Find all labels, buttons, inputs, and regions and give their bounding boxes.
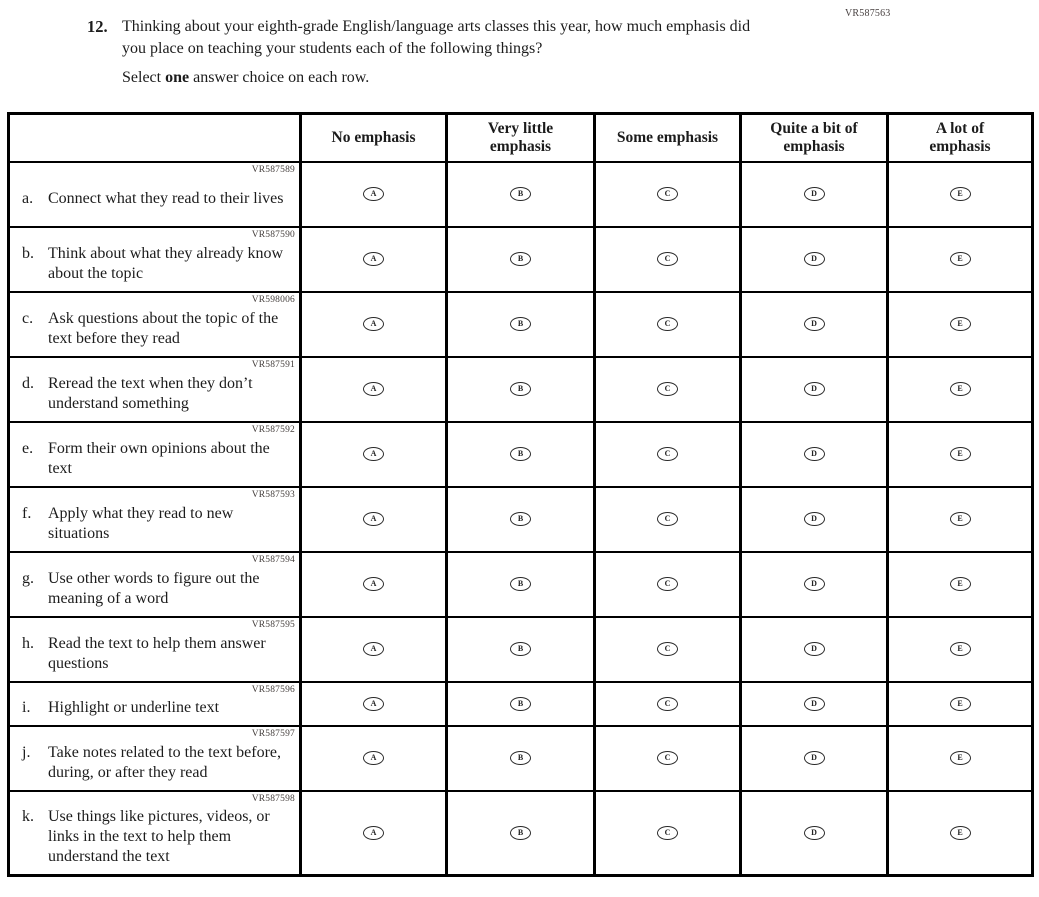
answer-oval-d[interactable] xyxy=(804,697,825,711)
row-item xyxy=(22,743,295,783)
answer-oval-b[interactable] xyxy=(510,642,531,656)
answer-oval-e[interactable] xyxy=(950,642,971,656)
answer-cell-some-emphasis xyxy=(595,422,741,487)
oval-letter: B xyxy=(517,514,524,524)
answer-oval-c[interactable] xyxy=(657,512,678,526)
oval-letter: B xyxy=(517,828,524,838)
row-letter: g. xyxy=(22,569,34,587)
table-row xyxy=(9,487,1033,552)
answer-cell-quite-a-bit-of-emphasis xyxy=(741,791,888,876)
answer-oval-b[interactable] xyxy=(510,317,531,331)
answer-oval-d[interactable] xyxy=(804,187,825,201)
oval-letter: B xyxy=(517,254,524,264)
answer-cell-some-emphasis xyxy=(595,227,741,292)
oval-letter: D xyxy=(811,828,817,838)
answer-cell-some-emphasis xyxy=(595,726,741,791)
answer-cell-some-emphasis xyxy=(595,162,741,227)
row-code: VR587589 xyxy=(251,164,295,175)
answer-cell-some-emphasis xyxy=(595,552,741,617)
answer-cell-no-emphasis xyxy=(301,357,447,422)
answer-cell-no-emphasis xyxy=(301,726,447,791)
row-text: Ask questions about the topic of the text before they read xyxy=(48,309,279,347)
instruction-text xyxy=(122,69,369,87)
oval-letter: C xyxy=(664,644,671,654)
table-row xyxy=(9,726,1033,791)
answer-oval-d[interactable] xyxy=(804,642,825,656)
table-row xyxy=(9,682,1033,726)
row-code: VR587596 xyxy=(251,684,295,695)
oval-letter: A xyxy=(370,384,377,394)
answer-oval-a[interactable] xyxy=(363,642,384,656)
column-header-some-emphasis xyxy=(595,114,741,162)
oval-letter: C xyxy=(664,254,671,264)
row-code: VR587597 xyxy=(251,728,295,739)
answer-cell-a-lot-of-emphasis xyxy=(888,487,1033,552)
row-text: Reread the text when they don’t understand something xyxy=(48,374,253,412)
oval-letter: B xyxy=(517,384,524,394)
table-row xyxy=(9,162,1033,227)
oval-letter: A xyxy=(370,254,377,264)
header-empty-cell xyxy=(9,114,301,162)
oval-letter: C xyxy=(664,319,671,329)
answer-cell-some-emphasis xyxy=(595,682,741,726)
row-code: VR587593 xyxy=(251,489,295,500)
answer-oval-d[interactable] xyxy=(804,447,825,461)
row-text: Think about what they already know about the topic xyxy=(48,244,284,282)
row-letter: k. xyxy=(22,808,34,826)
oval-letter: E xyxy=(957,579,963,589)
answer-oval-a[interactable] xyxy=(363,512,384,526)
row-label-cell xyxy=(9,162,301,227)
answer-cell-no-emphasis xyxy=(301,162,447,227)
row-label-cell xyxy=(9,227,301,292)
answer-cell-very-little-emphasis xyxy=(447,227,595,292)
answer-cell-quite-a-bit-of-emphasis xyxy=(741,357,888,422)
row-text: Highlight or underline text xyxy=(48,699,220,716)
answer-cell-a-lot-of-emphasis xyxy=(888,791,1033,876)
oval-letter: C xyxy=(664,189,671,199)
row-letter: f. xyxy=(22,504,32,522)
oval-letter: B xyxy=(517,644,524,654)
answer-oval-c[interactable] xyxy=(657,697,678,711)
oval-letter: C xyxy=(664,579,671,589)
answer-oval-e[interactable] xyxy=(950,187,971,201)
oval-letter: C xyxy=(664,514,671,524)
answer-cell-very-little-emphasis xyxy=(447,617,595,682)
answer-cell-no-emphasis xyxy=(301,227,447,292)
answer-oval-d[interactable] xyxy=(804,577,825,591)
row-letter: i. xyxy=(22,699,31,716)
row-letter: j. xyxy=(22,743,31,761)
row-letter: b. xyxy=(22,244,34,262)
answer-oval-b[interactable] xyxy=(510,577,531,591)
answer-cell-quite-a-bit-of-emphasis xyxy=(741,292,888,357)
oval-letter: E xyxy=(957,384,963,394)
oval-letter: B xyxy=(517,579,524,589)
answer-oval-c[interactable] xyxy=(657,751,678,765)
column-header-line: emphasis xyxy=(929,137,991,155)
instruction-prefix: Select xyxy=(122,69,166,86)
answer-cell-very-little-emphasis xyxy=(447,487,595,552)
answer-cell-some-emphasis xyxy=(595,791,741,876)
answer-oval-d[interactable] xyxy=(804,512,825,526)
row-item xyxy=(22,569,295,609)
row-code: VR587592 xyxy=(251,424,295,435)
oval-letter: D xyxy=(811,189,817,199)
answer-oval-d[interactable] xyxy=(804,252,825,266)
question-text: Thinking about your eighth-grade English/language arts classes this year, how much emphasis did you place on teaching your students each of the following things? xyxy=(122,18,751,57)
oval-letter: C xyxy=(664,384,671,394)
row-letter: d. xyxy=(22,374,34,392)
answer-cell-no-emphasis xyxy=(301,791,447,876)
answer-oval-a[interactable] xyxy=(363,382,384,396)
row-label-cell xyxy=(9,726,301,791)
oval-letter: B xyxy=(517,319,524,329)
oval-letter: B xyxy=(517,189,524,199)
answer-oval-e[interactable] xyxy=(950,697,971,711)
table-row xyxy=(9,357,1033,422)
row-item xyxy=(22,504,295,544)
answer-cell-very-little-emphasis xyxy=(447,357,595,422)
answer-oval-b[interactable] xyxy=(510,382,531,396)
answer-oval-c[interactable] xyxy=(657,642,678,656)
row-label-cell xyxy=(9,357,301,422)
answer-cell-no-emphasis xyxy=(301,617,447,682)
answer-oval-c[interactable] xyxy=(657,826,678,840)
answer-oval-b[interactable] xyxy=(510,512,531,526)
answer-oval-d[interactable] xyxy=(804,751,825,765)
row-text: Read the text to help them answer questions xyxy=(48,634,266,672)
answer-cell-quite-a-bit-of-emphasis xyxy=(741,162,888,227)
oval-letter: A xyxy=(370,189,377,199)
emphasis-matrix-table xyxy=(7,112,1034,877)
answer-cell-quite-a-bit-of-emphasis xyxy=(741,617,888,682)
oval-letter: E xyxy=(957,753,963,763)
oval-letter: D xyxy=(811,384,817,394)
row-code: VR587594 xyxy=(251,554,295,565)
row-text: Form their own opinions about the text xyxy=(48,439,270,477)
answer-cell-a-lot-of-emphasis xyxy=(888,726,1033,791)
column-header-no-emphasis xyxy=(301,114,447,162)
answer-oval-c[interactable] xyxy=(657,577,678,591)
column-header-very-little-emphasis xyxy=(447,114,595,162)
oval-letter: D xyxy=(811,753,817,763)
oval-letter: A xyxy=(370,514,377,524)
oval-letter: A xyxy=(370,449,377,459)
row-letter: h. xyxy=(22,634,34,652)
answer-cell-very-little-emphasis xyxy=(447,682,595,726)
oval-letter: A xyxy=(370,753,377,763)
oval-letter: A xyxy=(370,644,377,654)
oval-letter: E xyxy=(957,189,963,199)
row-item xyxy=(22,634,295,674)
answer-oval-a[interactable] xyxy=(363,751,384,765)
answer-oval-b[interactable] xyxy=(510,252,531,266)
answer-oval-c[interactable] xyxy=(657,252,678,266)
answer-oval-b[interactable] xyxy=(510,697,531,711)
column-header-line: No emphasis xyxy=(331,128,416,146)
column-header-a-lot-of-emphasis xyxy=(888,114,1033,162)
answer-cell-some-emphasis xyxy=(595,292,741,357)
oval-letter: B xyxy=(517,698,524,708)
oval-letter: D xyxy=(811,514,817,524)
row-code: VR587598 xyxy=(251,793,295,804)
oval-letter: C xyxy=(664,449,671,459)
row-label-cell xyxy=(9,292,301,357)
oval-letter: D xyxy=(811,644,817,654)
answer-cell-some-emphasis xyxy=(595,617,741,682)
oval-letter: E xyxy=(957,514,963,524)
answer-oval-e[interactable] xyxy=(950,252,971,266)
table-row xyxy=(9,227,1033,292)
answer-oval-b[interactable] xyxy=(510,187,531,201)
answer-cell-a-lot-of-emphasis xyxy=(888,292,1033,357)
answer-oval-b[interactable] xyxy=(510,447,531,461)
row-label-cell xyxy=(9,617,301,682)
answer-cell-a-lot-of-emphasis xyxy=(888,552,1033,617)
column-header-line: Some emphasis xyxy=(616,128,719,146)
row-item xyxy=(22,309,295,349)
row-letter: a. xyxy=(22,189,34,207)
answer-cell-a-lot-of-emphasis xyxy=(888,422,1033,487)
row-label-cell xyxy=(9,552,301,617)
answer-cell-very-little-emphasis xyxy=(447,791,595,876)
row-text: Connect what they read to their lives xyxy=(48,189,284,207)
oval-letter: D xyxy=(811,254,817,264)
answer-oval-e[interactable] xyxy=(950,512,971,526)
question-number: 12. xyxy=(87,17,108,36)
oval-letter: E xyxy=(957,319,963,329)
answer-oval-a[interactable] xyxy=(363,697,384,711)
answer-cell-very-little-emphasis xyxy=(447,726,595,791)
oval-letter: C xyxy=(664,698,671,708)
oval-letter: E xyxy=(957,449,963,459)
instruction-bold-word: one xyxy=(165,69,190,86)
oval-letter: E xyxy=(957,828,963,838)
answer-oval-e[interactable] xyxy=(950,317,971,331)
row-label-cell xyxy=(9,791,301,876)
oval-letter: C xyxy=(664,828,671,838)
answer-oval-a[interactable] xyxy=(363,317,384,331)
answer-oval-a[interactable] xyxy=(363,577,384,591)
answer-oval-e[interactable] xyxy=(950,751,971,765)
row-code: VR587591 xyxy=(251,359,295,370)
answer-cell-very-little-emphasis xyxy=(447,422,595,487)
oval-letter: A xyxy=(370,828,377,838)
oval-letter: B xyxy=(517,449,524,459)
answer-oval-e[interactable] xyxy=(950,826,971,840)
row-label-cell xyxy=(9,422,301,487)
answer-oval-a[interactable] xyxy=(363,447,384,461)
row-code: VR587595 xyxy=(251,619,295,630)
column-header-line: Very little xyxy=(487,119,554,137)
answer-cell-some-emphasis xyxy=(595,357,741,422)
question xyxy=(87,16,777,60)
table-row xyxy=(9,791,1033,876)
table-row xyxy=(9,292,1033,357)
table-row xyxy=(9,552,1033,617)
answer-cell-a-lot-of-emphasis xyxy=(888,227,1033,292)
row-letter: e. xyxy=(22,439,34,457)
row-item xyxy=(22,439,295,479)
row-text: Use things like pictures, videos, or links in the text to help them understand the text xyxy=(48,808,270,866)
instruction-suffix: answer choice on each row. xyxy=(189,69,370,86)
column-header-quite-a-bit-of-emphasis xyxy=(741,114,888,162)
oval-letter: D xyxy=(811,579,817,589)
answer-cell-quite-a-bit-of-emphasis xyxy=(741,227,888,292)
answer-oval-d[interactable] xyxy=(804,317,825,331)
header-row xyxy=(9,114,1033,162)
answer-cell-very-little-emphasis xyxy=(447,292,595,357)
answer-oval-a[interactable] xyxy=(363,826,384,840)
row-item xyxy=(22,698,295,718)
row-text: Use other words to figure out the meaning of a word xyxy=(48,569,260,607)
oval-letter: E xyxy=(957,644,963,654)
row-item xyxy=(22,189,295,209)
answer-cell-quite-a-bit-of-emphasis xyxy=(741,422,888,487)
answer-cell-no-emphasis xyxy=(301,292,447,357)
answer-oval-d[interactable] xyxy=(804,826,825,840)
column-header-line: A lot of xyxy=(935,119,985,137)
row-code: VR598006 xyxy=(251,294,295,305)
answer-cell-quite-a-bit-of-emphasis xyxy=(741,682,888,726)
answer-oval-e[interactable] xyxy=(950,382,971,396)
answer-cell-quite-a-bit-of-emphasis xyxy=(741,552,888,617)
oval-letter: A xyxy=(370,698,377,708)
row-text: Take notes related to the text before, during, or after they read xyxy=(48,743,281,781)
row-item xyxy=(22,374,295,414)
answer-oval-b[interactable] xyxy=(510,826,531,840)
answer-cell-a-lot-of-emphasis xyxy=(888,617,1033,682)
answer-oval-c[interactable] xyxy=(657,317,678,331)
answer-cell-very-little-emphasis xyxy=(447,162,595,227)
answer-oval-b[interactable] xyxy=(510,751,531,765)
row-item xyxy=(22,807,295,867)
answer-cell-a-lot-of-emphasis xyxy=(888,162,1033,227)
row-text: Apply what they read to new situations xyxy=(48,504,234,542)
oval-letter: D xyxy=(811,449,817,459)
oval-letter: E xyxy=(957,254,963,264)
answer-cell-no-emphasis xyxy=(301,487,447,552)
oval-letter: D xyxy=(811,319,817,329)
row-label-cell xyxy=(9,487,301,552)
answer-cell-a-lot-of-emphasis xyxy=(888,357,1033,422)
answer-cell-no-emphasis xyxy=(301,422,447,487)
answer-oval-e[interactable] xyxy=(950,577,971,591)
answer-cell-very-little-emphasis xyxy=(447,552,595,617)
oval-letter: E xyxy=(957,698,963,708)
row-code: VR587590 xyxy=(251,229,295,240)
answer-cell-some-emphasis xyxy=(595,487,741,552)
answer-oval-a[interactable] xyxy=(363,252,384,266)
row-letter: c. xyxy=(22,309,34,327)
answer-oval-c[interactable] xyxy=(657,447,678,461)
oval-letter: D xyxy=(811,698,817,708)
answer-oval-c[interactable] xyxy=(657,382,678,396)
oval-letter: C xyxy=(664,753,671,763)
answer-cell-quite-a-bit-of-emphasis xyxy=(741,487,888,552)
answer-cell-no-emphasis xyxy=(301,682,447,726)
form-code: VR587563 xyxy=(845,8,891,19)
answer-cell-quite-a-bit-of-emphasis xyxy=(741,726,888,791)
column-header-line: emphasis xyxy=(489,137,552,155)
column-header-line: Quite a bit of xyxy=(770,119,858,137)
column-header-line: emphasis xyxy=(783,137,845,155)
row-label-cell xyxy=(9,682,301,726)
answer-oval-a[interactable] xyxy=(363,187,384,201)
oval-letter: A xyxy=(370,319,377,329)
row-item xyxy=(22,244,295,284)
answer-oval-d[interactable] xyxy=(804,382,825,396)
answer-cell-no-emphasis xyxy=(301,552,447,617)
oval-letter: A xyxy=(370,579,377,589)
answer-oval-c[interactable] xyxy=(657,187,678,201)
table-row xyxy=(9,617,1033,682)
answer-oval-e[interactable] xyxy=(950,447,971,461)
oval-letter: B xyxy=(517,753,524,763)
answer-cell-a-lot-of-emphasis xyxy=(888,682,1033,726)
table-row xyxy=(9,422,1033,487)
